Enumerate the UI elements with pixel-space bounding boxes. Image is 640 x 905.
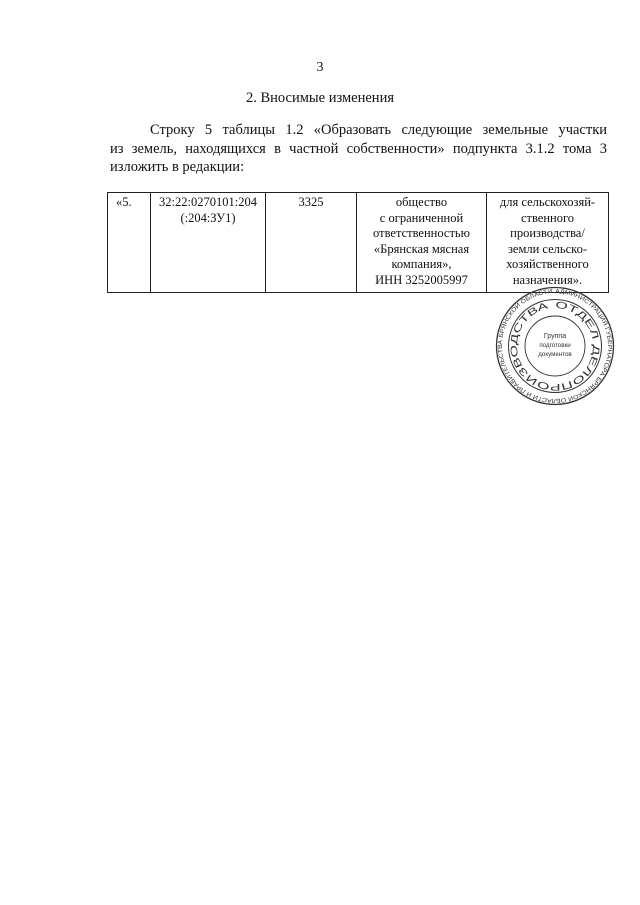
cadastral-number: 32:22:0270101:204 (159, 195, 257, 209)
office-stamp (495, 286, 615, 406)
owner-line: компания», (391, 257, 452, 271)
table-row (108, 193, 609, 293)
purpose-line: назначения». (512, 272, 583, 287)
paragraph-line-3: изложить в редакции: (110, 159, 245, 175)
owner-line: ИНН 3252005997 (375, 272, 468, 287)
stamp-ring-text-path: АДМИНИСТРАЦИЯ ГУБЕРНАТОРА БРЯНСКОЙ ОБЛАСТИ И ПРАВИТЕЛЬСТВА БРЯНСКОЙ ОБЛАСТИ (497, 288, 613, 404)
stamp-department-text-path: ОТДЕЛ ДЕЛОПРОИЗВОДСТВА (508, 299, 602, 393)
purpose-cell (487, 193, 609, 293)
purpose-line: хозяйственного (506, 257, 589, 271)
purpose-line: ственного (520, 210, 575, 225)
owner-line: «Брянская мясная (373, 241, 470, 256)
changes-table (107, 192, 609, 293)
area-cell (266, 193, 357, 293)
row-number: «5. (116, 195, 132, 209)
paragraph-line-2: из земель, находящихся в частной собственности» подпункта 3.1.2 тома 3 (110, 140, 607, 157)
owner-cell (357, 193, 487, 293)
owner-line: общество (395, 195, 448, 209)
area-value: 3325 (298, 195, 324, 209)
section-title: 2. Вносимые изменения (246, 90, 394, 106)
purpose-line: для сельскохозяй- (499, 195, 596, 209)
cadastral-number-cell (151, 193, 266, 293)
owner-line: с ограниченной (379, 210, 464, 225)
paragraph-line-1: Строку 5 таблицы 1.2 «Образовать следующие земельные участки (150, 122, 607, 138)
purpose-line: земли сельско- (507, 241, 588, 256)
owner-line: ответственностью (373, 226, 470, 240)
stamp-center-line: Группа (543, 333, 567, 340)
purpose-line: производства/ (510, 226, 585, 240)
page-number: 3 (316, 60, 324, 75)
stamp-center-line: подготовки (539, 342, 571, 349)
stamp-center-line: документов (538, 351, 572, 358)
body-paragraph (110, 121, 607, 177)
cadastral-designation: (:204:ЗУ1) (180, 210, 236, 225)
row-number-cell (108, 193, 151, 293)
